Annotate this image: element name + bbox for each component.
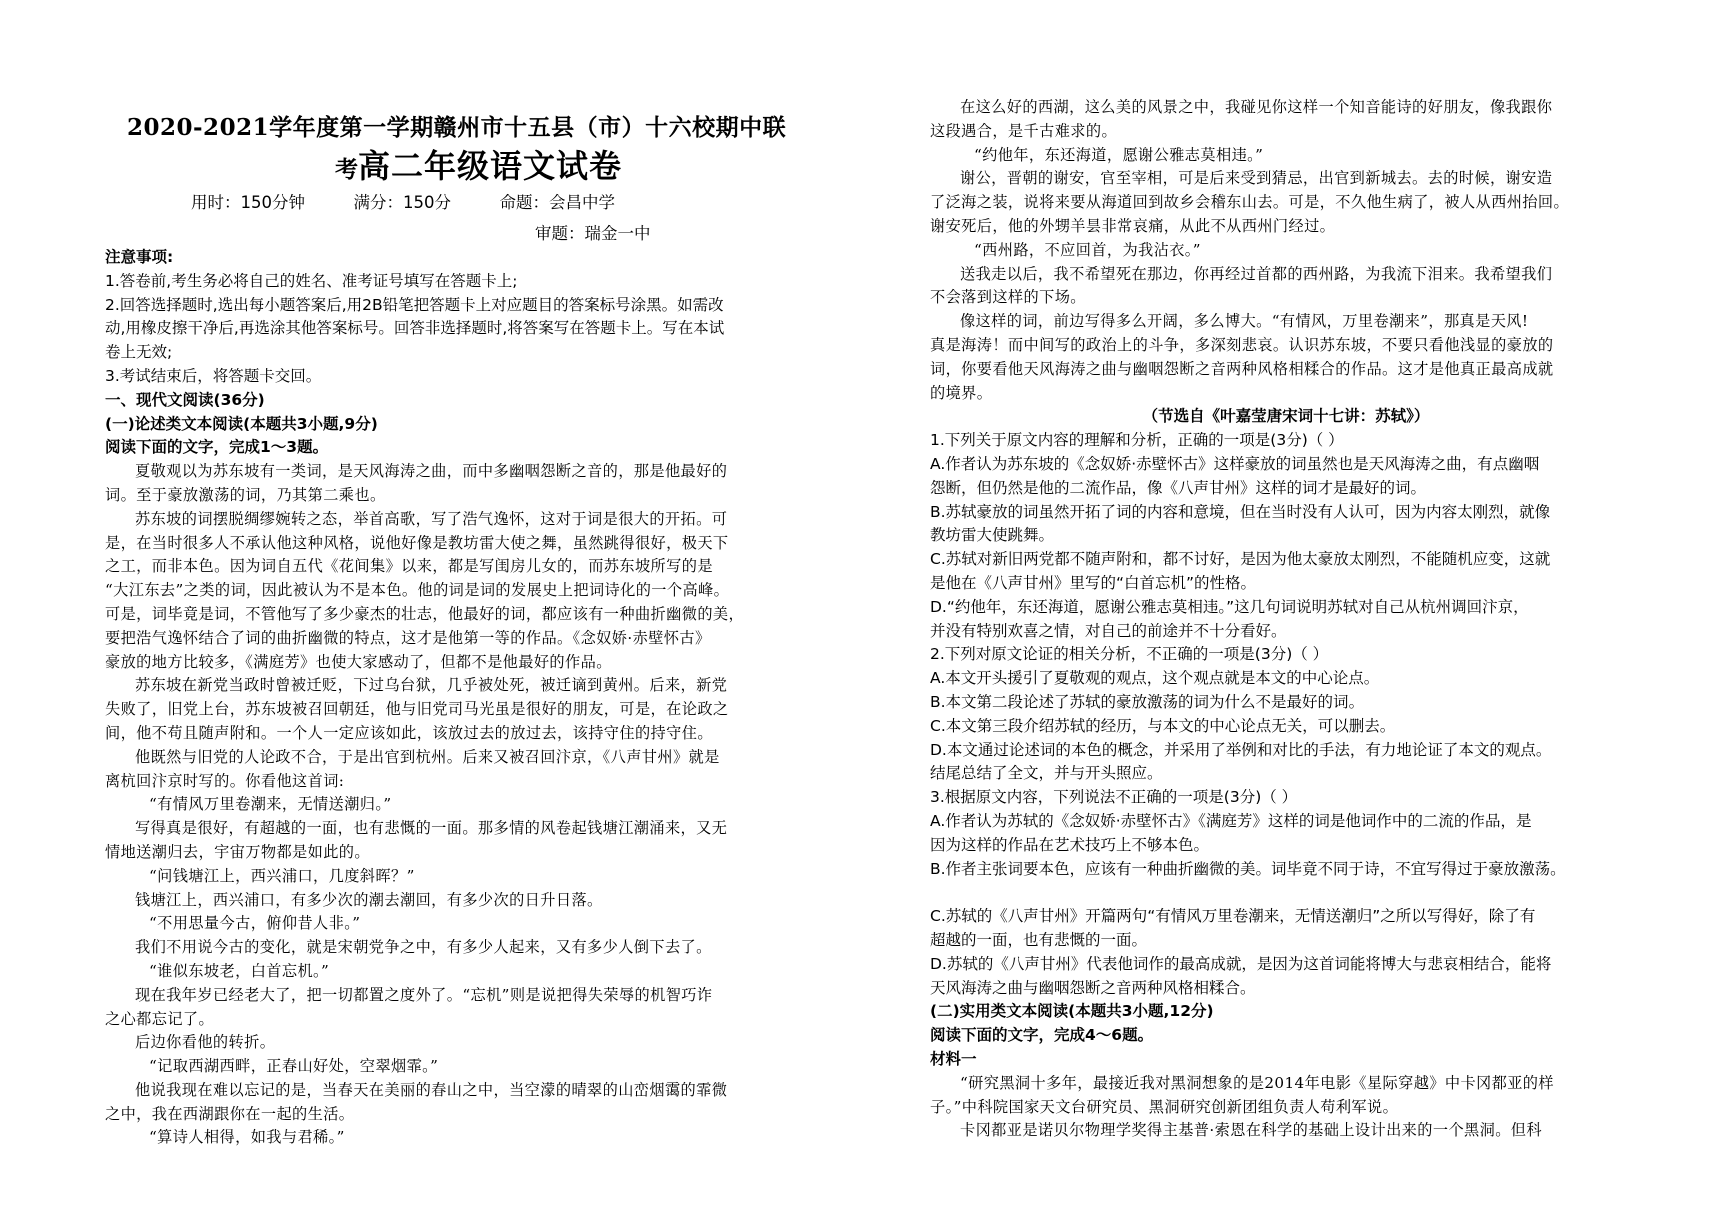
- passage-line: “记取西湖西畔，正春山好处，空翠烟霏。”: [149, 1057, 439, 1076]
- reading-instruction: 阅读下面的文字，完成1～3题。: [105, 438, 329, 457]
- passage-continued: [930, 96, 1642, 405]
- notice-item: 1.答卷前,考生务必将自己的姓名、准考证号填写在答题卡上;: [105, 271, 518, 290]
- question-line: 教坊雷大使跳舞。: [930, 526, 1055, 545]
- passage-line: 词。至于豪放激荡的词，乃其第二乘也。: [105, 485, 386, 504]
- passage-line: 之中，我在西湖跟你在一起的生活。: [105, 1104, 355, 1123]
- question-line: C.苏轼对新旧两党都不随声附和，都不讨好，是因为他太豪放太刚烈，不能随机应变，这就: [930, 550, 1551, 569]
- right-body: [930, 96, 1642, 1143]
- question-line: C.苏轼的《八声甘州》开篇两句“有情风万里卷潮来，无情送潮归”之所以写得好，除了有: [930, 907, 1536, 926]
- passage-line: “大江东去”之类的词，因此被认为不是本色。他的词是词的发展史上把词诗化的一个高峰。: [105, 581, 730, 600]
- question-line: 天风海涛之曲与幽咽怨断之音两种风格相糅合。: [930, 978, 1256, 997]
- subsection-heading-2: (二)实用类文本阅读(本题共3小题,12分): [930, 1002, 1214, 1021]
- passage-line: 钱塘江上，西兴浦口，有多少次的潮去潮回，有多少次的日升日落。: [135, 890, 603, 909]
- notice-list: [105, 270, 823, 389]
- notice-item: 3.考试结束后，将答题卡交回。: [105, 366, 322, 385]
- passage-line: 他既然与旧党的人论政不合，于是出官到杭州。后来又被召回汴京，《八声甘州》就是: [135, 747, 720, 766]
- question-line: 1.下列关于原文内容的理解和分析，正确的一项是(3分)（ ）: [930, 431, 1344, 450]
- passage-line: 苏东坡在新党当政时曾被迁贬，下过乌台狱，几乎被处死，被迁谪到黄州。后来，新党: [135, 676, 728, 695]
- passage-line: 这段遇合，是千古难求的。: [930, 121, 1118, 140]
- passage-line: “不用思量今古，俯仰昔人非。”: [149, 914, 361, 933]
- passage: [105, 460, 823, 1150]
- material-line: 子。”中科院国家天文台研究员、黑洞研究创新团组负责人苟利军说。: [930, 1097, 1399, 1116]
- passage-line: “问钱塘江上，西兴浦口，几度斜晖？”: [149, 866, 415, 885]
- question-line: D.“约他年，东还海道，愿谢公雅志莫相违。”这几句词说明苏轼对自己从杭州调回汴京，: [930, 597, 1529, 616]
- question-line: C.本文第三段介绍苏轼的经历，与本文的中心论点无关，可以删去。: [930, 716, 1396, 735]
- material-text: [930, 1072, 1642, 1143]
- passage-line: “算诗人相得，如我与君稀。”: [149, 1128, 345, 1147]
- question-line: 3.根据原文内容，下列说法不正确的一项是(3分)（ ）: [930, 788, 1298, 807]
- passage-line: 的境界。: [930, 383, 993, 402]
- passage-line: 送我走以后，我不希望死在那边，你再经过首都的西州路，为我流下泪来。我希望我们: [960, 264, 1553, 283]
- question-line: B.作者主张词要本色，应该有一种曲折幽微的美。词毕竟不同于诗，不宜写得过于豪放激荡。: [930, 859, 1566, 878]
- passage-line: 可是，词毕竟是词，不管他写了多少豪杰的壮志，他最好的词，都应该有一种曲折幽微的美，: [105, 604, 745, 623]
- passage-line: “约他年，东还海道，愿谢公雅志莫相违。”: [974, 145, 1264, 164]
- exam-setter: 命题：会昌中学: [499, 193, 615, 212]
- material-title: 材料一: [930, 1050, 977, 1069]
- question-line: 怨断，但仍然是他的二流作品，像《八声甘州》这样的词才是最好的词。: [930, 478, 1427, 497]
- passage-line: 夏敬观以为苏东坡有一类词，是天风海涛之曲，而中多幽咽怨断之音的，那是他最好的: [135, 462, 728, 481]
- passage-line: “西州路，不应回首，为我沾衣。”: [974, 240, 1201, 259]
- reading-instruction-2: 阅读下面的文字，完成4～6题。: [930, 1026, 1154, 1045]
- subsection-heading: (一)论述类文本阅读(本题共3小题,9分): [105, 414, 378, 433]
- passage-line: 情地送潮归去，宇宙万物都是如此的。: [105, 842, 370, 861]
- passage-source: （节选自《叶嘉莹唐宋词十七讲：苏轼》）: [1142, 407, 1430, 426]
- material-line: “研究黑洞十多年，最接近我对黑洞想象的是2014年电影《星际穿越》中卡冈都亚的样: [960, 1073, 1554, 1092]
- passage-line: 要把浩气逸怀结合了词的曲折幽微的特点，这才是他第一等的作品。《念奴娇·赤壁怀古》: [105, 628, 711, 647]
- passage-line: “有情风万里卷潮来，无情送潮归。”: [149, 795, 392, 814]
- passage-line: 像这样的词，前边写得多么开阔，多么博大。“有情风，万里卷潮来”，那真是天风!: [960, 312, 1529, 331]
- passage-line: 失败了，旧党上台，苏东坡被召回朝廷，他与旧党司马光虽是很好的朋友，可是，在论政之: [105, 700, 729, 719]
- left-body: [105, 246, 823, 1150]
- exam-reviewer: 审题：瑞金一中: [535, 224, 651, 243]
- question-line: A.本文开头援引了夏敬观的观点，这个观点就是本文的中心论点。: [930, 669, 1380, 688]
- section-heading: 一、现代文阅读(36分): [105, 390, 265, 409]
- question-line: B.苏轼豪放的词虽然开拓了词的内容和意境，但在当时没有人认可，因为内容太刚烈，就像: [930, 502, 1551, 521]
- passage-line: “谁似东坡老，白首忘机。”: [149, 961, 330, 980]
- question-line: 因为这样的作品在艺术技巧上不够本色。: [930, 835, 1210, 854]
- exam-time: 用时：150分钟: [191, 193, 305, 212]
- notice-item: 2.回答选择题时,选出每小题答案后,用2B铅笔把答题卡上对应题目的答案标号涂黑。如需改: [105, 295, 724, 314]
- passage-line: 后边你看他的转折。: [135, 1033, 276, 1052]
- passage-line: 谢安死后，他的外甥羊昙非常哀痛，从此不从西州门经过。: [930, 216, 1336, 235]
- notice-item: 卷上无效;: [105, 343, 173, 362]
- passage-line: 写得真是很好，有超越的一面，也有悲慨的一面。那多情的风卷起钱塘江潮涌来，又无: [135, 819, 728, 838]
- question-line: A.作者认为苏东坡的《念奴娇·赤壁怀古》这样豪放的词虽然也是天风海涛之曲，有点幽咽: [930, 454, 1540, 473]
- exam-title-line2: [335, 141, 795, 187]
- passage-line: 我们不用说今古的变化，就是宋朝党争之中，有多少人起来，又有多少人倒下去了。: [135, 938, 712, 957]
- material-line: 卡冈都亚是诺贝尔物理学奖得主基普·索恩在科学的基础上设计出来的一个黑洞。但科: [960, 1121, 1542, 1140]
- passage-line: 词，你要看他天风海涛之曲与幽咽怨断之音两种风格相糅合的作品。这才是他真正最高成就: [930, 359, 1554, 378]
- passage-line: 之工，而非本色。因为词自五代《花间集》以来，都是写闺房儿女的，而苏东坡所写的是: [105, 557, 713, 576]
- question-list: [930, 429, 1642, 881]
- question-line: D.本文通过论述词的本色的概念，并采用了举例和对比的手法，有力地论证了本文的观点。: [930, 740, 1552, 759]
- question-line: 是他在《八声甘州》里写的“白首忘机”的性格。: [930, 573, 1257, 592]
- passage-line: 离杭回汴京时写的。你看他这首词:: [105, 771, 345, 790]
- exam-title-main: 高二年级语文试卷: [358, 147, 623, 185]
- notice-item: 动,用橡皮擦干净后,再选涂其他答案标号。回答非选择题时,将答案写在答题卡上。写在本试: [105, 319, 725, 338]
- passage-line: 现在我年岁已经老大了，把一切都置之度外了。“忘机”则是说把得失荣辱的机智巧诈: [135, 985, 713, 1004]
- passage-line: 他说我现在难以忘记的是，当春天在美丽的春山之中，当空濛的晴翠的山峦烟霭的霏微: [135, 1080, 728, 1099]
- question-line: 超越的一面，也有悲慨的一面。: [930, 931, 1148, 950]
- question-line: B.本文第二段论述了苏轼的豪放激荡的词为什么不是最好的词。: [930, 692, 1365, 711]
- exam-score: 满分：150分: [353, 193, 451, 212]
- passage-line: 间，他不苟且随声附和。一个人一定应该如此，该放过去的放过去，该持守住的持守住。: [105, 723, 713, 742]
- passage-line: 不会落到这样的下场。: [930, 288, 1086, 307]
- passage-line: 了泛海之装，说将来要从海道回到故乡会稽东山去。可是，不久他生病了，被人从西州抬回。: [930, 193, 1570, 212]
- spacer: [930, 881, 1642, 905]
- passage-line: 谢公，晋朝的谢安，官至宰相，可是后来受到猜忌，出官到新城去。去的时候，谢安造: [960, 169, 1553, 188]
- exam-title-prefix: 考: [335, 156, 358, 183]
- question-line: D.苏轼的《八声甘州》代表他词作的最高成就，是因为这首词能将博大与悲哀相结合，能将: [930, 954, 1552, 973]
- exam-title-line1: 2020-2021学年度第一学期赣州市十五县（市）十六校期中联: [127, 114, 787, 141]
- exam-meta: [191, 189, 615, 213]
- passage-line: 苏东坡的词摆脱绸缪婉转之态，举首高歌，写了浩气逸怀，这对于词是很大的开拓。可: [135, 509, 728, 528]
- question-line: 2.下列对原文论证的相关分析，不正确的一项是(3分)（ ）: [930, 645, 1329, 664]
- passage-line: 在这么好的西湖，这么美的风景之中，我碰见你这样一个知音能诗的好朋友，像我跟你: [960, 98, 1553, 116]
- notice-title: 注意事项:: [105, 248, 174, 266]
- question-list-continued: [930, 905, 1642, 1000]
- question-line: A.作者认为苏轼的《念奴娇·赤壁怀古》《满庭芳》这样的词是他词作中的二流的作品，是: [930, 811, 1532, 830]
- question-line: 结尾总结了全文，并与开头照应。: [930, 764, 1163, 783]
- passage-line: 是，在当时很多人不承认他这种风格，说他好像是教坊雷大使之舞，虽然跳得很好，极天下: [105, 533, 729, 552]
- passage-line: 豪放的地方比较多，《满庭芳》也使大家感动了，但都不是他最好的作品。: [105, 652, 612, 671]
- question-line: 并没有特别欢喜之情，对自己的前途并不十分看好。: [930, 621, 1287, 640]
- passage-line: 真是海涛！而中间写的政治上的斗争，多深刻悲哀。认识苏东坡，不要只看他浅显的豪放的: [930, 335, 1554, 354]
- passage-line: 之心都忘记了。: [105, 1009, 215, 1028]
